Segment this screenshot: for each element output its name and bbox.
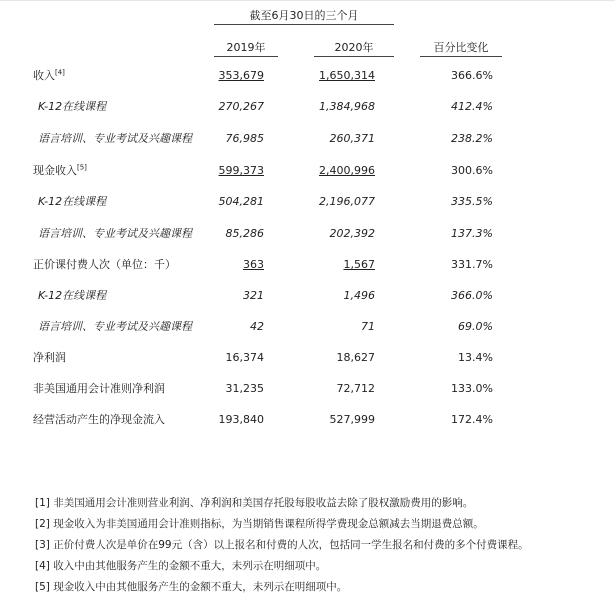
row-label: K-12在线课程 [38,195,107,208]
value-2020: 1,384,968 [319,100,375,113]
row-label: 语言培训、专业考试及兴趣课程 [38,320,192,333]
row-label-text: 收入 [33,69,55,82]
table-row-paid-enrollments [0,257,615,277]
value-change: 331.7% [451,258,493,271]
value-2020: 1,650,314 [319,69,375,82]
row-label: 语言培训、专业考试及兴趣课程 [38,132,192,145]
footnote-ref: [4] [55,68,65,77]
footnote-2: [2] 现金收入为非美国通用会计准则指标，为当期销售课程所得学费现金总额减去当期退费总额。 [35,518,484,530]
column-header-2020: 2020年 [334,41,374,54]
row-label: 非美国通用会计准则净利润 [33,382,165,395]
value-2020: 1,567 [343,258,375,271]
value-change: 366.6% [451,69,493,82]
value-change: 13.4% [458,351,493,364]
value-change: 366.0% [451,289,493,302]
top-divider [0,0,615,1]
row-label-text: 现金收入 [33,164,77,177]
footnote-ref: [5] [77,163,87,172]
column-header-2019-underline [214,56,278,57]
value-change: 335.5% [451,195,493,208]
value-change: 172.4% [451,413,493,426]
row-label: K-12在线课程 [38,100,107,113]
value-2020: 18,627 [336,351,375,364]
footnote-3: [3] 正价付费人次是单价在99元（含）以上报名和付费的人次，包括同一学生报名和付费的多个付费课程。 [35,539,529,551]
table-row-enroll-k12 [0,288,615,308]
value-2020: 260,371 [329,132,375,145]
row-label [33,68,65,84]
table-row-net-income [0,350,615,370]
column-header-2019: 2019年 [226,41,266,54]
column-header-change: 百分比变化 [433,41,489,54]
value-2019: 363 [243,258,264,271]
row-label: 正价课付费人次（单位：千） [33,258,176,271]
value-change: 300.6% [451,164,493,177]
value-2020: 1,496 [343,289,375,302]
row-label [33,163,87,179]
value-2019: 321 [243,289,264,302]
footnote-5: [5] 现金收入中由其他服务产生的金额不重大，未列示在明细项中。 [35,581,348,593]
table-row-revenue-k12 [0,99,615,119]
column-header-2020-underline [314,56,394,57]
period-header-underline [214,24,394,25]
value-2020: 72,712 [336,382,375,395]
value-2019: 42 [250,320,264,333]
value-2019: 31,235 [225,382,264,395]
value-2020: 2,400,996 [319,164,375,177]
value-2019: 270,267 [218,100,264,113]
table-row-cash-k12 [0,194,615,214]
table-row-cash-revenue [0,163,615,183]
column-header-change-underline [420,56,502,57]
value-2019: 504,281 [218,195,264,208]
row-label: 语言培训、专业考试及兴趣课程 [38,227,192,240]
table-row-enroll-language [0,319,615,339]
footnotes [35,493,605,598]
row-label: K-12在线课程 [38,289,107,302]
value-2019: 85,286 [225,227,264,240]
period-header: 截至6月30日的三个月 [249,9,359,22]
value-2019: 76,985 [225,132,264,145]
value-change: 137.3% [451,227,493,240]
value-2020: 202,392 [329,227,375,240]
table-row-non-gaap-net-income [0,381,615,401]
value-2019: 353,679 [218,69,264,82]
value-2019: 16,374 [225,351,264,364]
table-row-operating-cash-flow [0,412,615,432]
value-2019: 599,373 [218,164,264,177]
table-row-revenue [0,68,615,88]
value-2020: 71 [361,320,375,333]
value-2020: 527,999 [329,413,375,426]
footnote-1: [1] 非美国通用会计准则营业利润、净利润和美国存托股每股收益去除了股权激励费用的影响。 [35,497,474,509]
table-row-revenue-language [0,131,615,151]
value-change: 69.0% [458,320,493,333]
value-change: 412.4% [451,100,493,113]
value-2019: 193,840 [218,413,264,426]
value-change: 238.2% [451,132,493,145]
table-row-cash-language [0,226,615,246]
footnote-4: [4] 收入中由其他服务产生的金额不重大，未列示在明细项中。 [35,560,327,572]
value-change: 133.0% [451,382,493,395]
row-label: 经营活动产生的净现金流入 [33,413,165,426]
row-label: 净利润 [33,351,66,364]
value-2020: 2,196,077 [319,195,375,208]
